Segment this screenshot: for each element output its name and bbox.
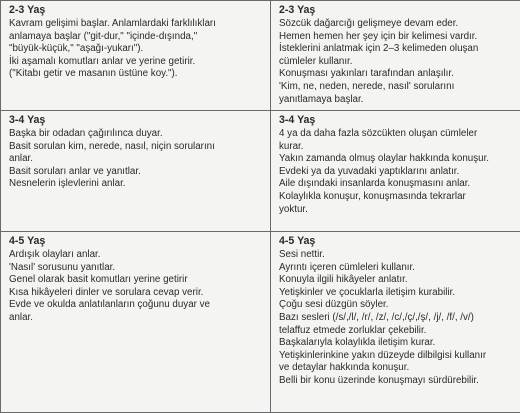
text-line: ve detaylar hakkında konuşur. xyxy=(279,362,520,375)
text-line: Kavram gelişimi başlar. Anlamlardaki farklılıkları xyxy=(9,18,262,31)
text-line: Ayrıntı içeren cümleleri kullanır. xyxy=(279,262,520,275)
text-line: ("Kitabı getir ve masanın üstüne koy."). xyxy=(9,68,262,81)
cell-lines xyxy=(279,18,520,106)
age-heading: 3-4 Yaş xyxy=(279,114,520,127)
age-heading: 4-5 Yaş xyxy=(279,235,520,248)
text-line: telaffuz etmede zorluklar çekebilir. xyxy=(279,325,520,338)
age-heading: 2-3 Yaş xyxy=(9,4,262,17)
text-line: yanıtlamaya başlar. xyxy=(279,94,520,107)
text-line: Sözcük dağarcığı gelişmeye devam eder. xyxy=(279,18,520,31)
text-line: anlamaya başlar ("git-dur," "içinde-dışında," xyxy=(9,31,262,44)
text-line: Basit sorulan kim, nerede, nasıl, niçin sorularını xyxy=(9,141,262,154)
text-line: Bazı sesleri (/s/,/l/, /r/, /z/, /c/,/ç/,/ş/, /j/, /f/, /v/) xyxy=(279,312,520,325)
cell-lines xyxy=(279,249,520,388)
text-line: Evde ve okulda anlatılanların çoğunu duyar ve xyxy=(9,299,262,312)
text-line: Hemen hemen her şey için bir kelimesi vardır. xyxy=(279,31,520,44)
text-line: 'Kim, ne, neden, nerede, nasıl' sorularını xyxy=(279,81,520,94)
expressive-cell xyxy=(271,111,520,232)
text-line: cümleler kullanır. xyxy=(279,56,520,69)
text-line: Nesnelerin işlevlerini anlar. xyxy=(9,178,262,191)
age-heading: 3-4 Yaş xyxy=(9,114,262,127)
receptive-cell xyxy=(1,1,271,111)
expressive-cell xyxy=(271,232,520,413)
text-line: Kolaylıkla konuşur, konuşmasında tekrarlar xyxy=(279,191,520,204)
expressive-cell xyxy=(271,1,520,111)
text-line: Ardışık olayları anlar. xyxy=(9,249,262,262)
table-row xyxy=(1,1,520,111)
text-line: Aile dışındaki insanlarda konuşmasını anlar. xyxy=(279,178,520,191)
text-line: Evdeki ya da yuvadaki yaptıklarını anlatır. xyxy=(279,166,520,179)
table-row xyxy=(1,232,520,413)
table-row xyxy=(1,111,520,232)
age-heading: 4-5 Yaş xyxy=(9,235,262,248)
text-line: anlar. xyxy=(9,312,262,325)
text-line: Genel olarak basit komutları yerine getirir xyxy=(9,274,262,287)
text-line: Başka bir odadan çağırılınca duyar. xyxy=(9,128,262,141)
text-line: yoktur. xyxy=(279,204,520,217)
cell-lines xyxy=(279,128,520,216)
text-line: Konuşması yakınları tarafından anlaşılır. xyxy=(279,68,520,81)
cell-lines xyxy=(9,128,262,191)
receptive-cell xyxy=(1,111,271,232)
cell-lines xyxy=(9,249,262,325)
text-line: Konuyla ilgili hikâyeler anlatır. xyxy=(279,274,520,287)
text-line: kurar. xyxy=(279,141,520,154)
text-line: Yakın zamanda olmuş olaylar hakkında konuşur. xyxy=(279,153,520,166)
text-line: İsteklerini anlatmak için 2–3 kelimeden oluşan xyxy=(279,43,520,56)
text-line: İki aşamalı komutları anlar ve yerine getirir. xyxy=(9,56,262,69)
text-line: Basit soruları anlar ve yanıtlar. xyxy=(9,166,262,179)
age-heading: 2-3 Yaş xyxy=(279,4,520,17)
text-line: Kısa hikâyeleri dinler ve sorulara cevap verir. xyxy=(9,287,262,300)
text-line: Sesi nettir. xyxy=(279,249,520,262)
text-line: 4 ya da daha fazla sözcükten oluşan cümleler xyxy=(279,128,520,141)
text-line: Başkalarıyla kolaylıkla iletişim kurar. xyxy=(279,337,520,350)
text-line: Yetişkinlerinkine yakın düzeyde dilbilgisi kullanır xyxy=(279,350,520,363)
text-line: Belli bir konu üzerinde konuşmayı sürdürebilir. xyxy=(279,375,520,388)
text-line: Çoğu sesi düzgün söyler. xyxy=(279,299,520,312)
receptive-cell xyxy=(1,232,271,413)
cell-lines xyxy=(9,18,262,81)
text-line: anlar. xyxy=(9,153,262,166)
text-line: "büyük-küçük," "aşağı-yukarı"). xyxy=(9,43,262,56)
text-line: 'Nasıl' sorusunu yanıtlar. xyxy=(9,262,262,275)
text-line: Yetişkinler ve çocuklarla iletişim kurabilir. xyxy=(279,287,520,300)
